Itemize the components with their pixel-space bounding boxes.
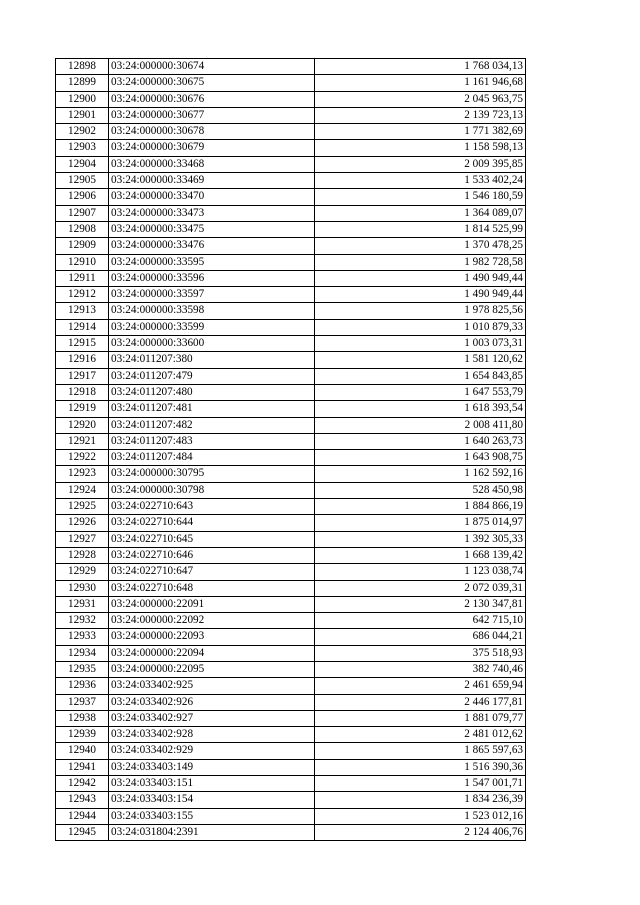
table-row [56,515,526,531]
cadastral-value-cell: 1 978 825,56 [315,303,526,319]
table-row [56,613,526,629]
table-row [56,368,526,384]
cadastral-number-cell: 03:24:022710:646 [109,547,315,563]
cadastral-value-cell: 1 158 598,13 [315,140,526,156]
cadastral-value-cell: 1 814 525,99 [315,221,526,237]
table-row [56,596,526,612]
cadastral-number-cell: 03:24:000000:30795 [109,466,315,482]
table-row [56,319,526,335]
table-row [56,727,526,743]
cadastral-value-cell: 2 072 039,31 [315,580,526,596]
table-row [56,792,526,808]
cadastral-number-cell: 03:24:022710:643 [109,499,315,515]
cadastral-number-cell: 03:24:000000:33597 [109,287,315,303]
table-row [56,824,526,840]
table-row [56,205,526,221]
table-row [56,124,526,140]
cadastral-number-cell: 03:24:031804:2391 [109,824,315,840]
table-row [56,531,526,547]
table-row [56,59,526,75]
row-number-cell: 12920 [56,417,109,433]
row-number-cell: 12903 [56,140,109,156]
cadastral-number-cell: 03:24:011207:483 [109,433,315,449]
cadastral-number-cell: 03:24:000000:22095 [109,661,315,677]
row-number-cell: 12906 [56,189,109,205]
cadastral-value-cell: 2 461 659,94 [315,678,526,694]
table-row [56,694,526,710]
row-number-cell: 12933 [56,629,109,645]
cadastral-number-cell: 03:24:033402:927 [109,710,315,726]
table-row [56,661,526,677]
row-number-cell: 12902 [56,124,109,140]
table-row [56,710,526,726]
row-number-cell: 12901 [56,107,109,123]
cadastral-number-cell: 03:24:000000:33600 [109,336,315,352]
row-number-cell: 12927 [56,531,109,547]
cadastral-number-cell: 03:24:000000:33598 [109,303,315,319]
table-row [56,287,526,303]
row-number-cell: 12917 [56,368,109,384]
cadastral-value-cell: 1 523 012,16 [315,808,526,824]
table-row [56,270,526,286]
cadastral-value-cell: 1 490 949,44 [315,270,526,286]
table-row [56,450,526,466]
cadastral-value-cell: 1 547 001,71 [315,776,526,792]
row-number-cell: 12912 [56,287,109,303]
cadastral-number-cell: 03:24:011207:479 [109,368,315,384]
cadastral-number-cell: 03:24:000000:30678 [109,124,315,140]
row-number-cell: 12934 [56,645,109,661]
cadastral-value-cell: 1 834 236,39 [315,792,526,808]
cadastral-value-cell: 1 654 843,85 [315,368,526,384]
cadastral-number-cell: 03:24:033402:926 [109,694,315,710]
cadastral-value-cell: 528 450,98 [315,482,526,498]
cadastral-value-cell: 1 161 946,68 [315,75,526,91]
cadastral-number-cell: 03:24:000000:33473 [109,205,315,221]
row-number-cell: 12937 [56,694,109,710]
table-row [56,678,526,694]
cadastral-number-cell: 03:24:000000:30674 [109,59,315,75]
row-number-cell: 12900 [56,91,109,107]
table-row [56,107,526,123]
cadastral-number-cell: 03:24:000000:33470 [109,189,315,205]
table-row [56,629,526,645]
table-row [56,776,526,792]
table-row [56,75,526,91]
cadastral-value-cell: 686 044,21 [315,629,526,645]
cadastral-number-cell: 03:24:000000:30679 [109,140,315,156]
row-number-cell: 12941 [56,759,109,775]
cadastral-number-cell: 03:24:033403:155 [109,808,315,824]
table-row [56,482,526,498]
cadastral-number-cell: 03:24:033402:928 [109,727,315,743]
row-number-cell: 12909 [56,238,109,254]
table-row [56,499,526,515]
row-number-cell: 12915 [56,336,109,352]
cadastral-value-cell: 1 516 390,36 [315,759,526,775]
table-row [56,91,526,107]
row-number-cell: 12931 [56,596,109,612]
cadastral-number-cell: 03:24:033403:154 [109,792,315,808]
table-row [56,221,526,237]
cadastral-number-cell: 03:24:022710:647 [109,564,315,580]
cadastral-value-cell: 1 003 073,31 [315,336,526,352]
cadastral-value-cell: 1 010 879,33 [315,319,526,335]
cadastral-number-cell: 03:24:000000:33596 [109,270,315,286]
cadastral-value-cell: 1 881 079,77 [315,710,526,726]
table-row [56,254,526,270]
row-number-cell: 12938 [56,710,109,726]
table-row [56,238,526,254]
table-row [56,645,526,661]
table-row [56,564,526,580]
table-row [56,401,526,417]
row-number-cell: 12940 [56,743,109,759]
cadastral-number-cell: 03:24:011207:484 [109,450,315,466]
cadastral-value-cell: 1 546 180,59 [315,189,526,205]
cadastral-value-cell: 1 392 305,33 [315,531,526,547]
cadastral-value-cell: 1 533 402,24 [315,173,526,189]
table-row [56,580,526,596]
cadastral-number-cell: 03:24:033403:149 [109,759,315,775]
cadastral-number-cell: 03:24:022710:648 [109,580,315,596]
row-number-cell: 12913 [56,303,109,319]
table-row [56,808,526,824]
row-number-cell: 12907 [56,205,109,221]
cadastral-number-cell: 03:24:000000:30798 [109,482,315,498]
cadastral-value-cell: 2 008 411,80 [315,417,526,433]
cadastral-value-cell: 1 647 553,79 [315,384,526,400]
cadastral-value-cell: 2 009 395,85 [315,156,526,172]
table-row [56,547,526,563]
cadastral-value-cell: 1 123 038,74 [315,564,526,580]
cadastral-number-cell: 03:24:000000:22094 [109,645,315,661]
row-number-cell: 12929 [56,564,109,580]
cadastral-value-cell: 1 643 908,75 [315,450,526,466]
cadastral-value-cell: 1 581 120,62 [315,352,526,368]
cadastral-number-cell: 03:24:033403:151 [109,776,315,792]
cadastral-value-cell: 2 045 963,75 [315,91,526,107]
row-number-cell: 12926 [56,515,109,531]
table-row [56,466,526,482]
cadastral-number-cell: 03:24:000000:33599 [109,319,315,335]
cadastral-number-cell: 03:24:000000:33469 [109,173,315,189]
row-number-cell: 12905 [56,173,109,189]
table-row [56,140,526,156]
row-number-cell: 12910 [56,254,109,270]
table-row [56,743,526,759]
cadastral-number-cell: 03:24:022710:645 [109,531,315,547]
cadastral-number-cell: 03:24:011207:480 [109,384,315,400]
row-number-cell: 12935 [56,661,109,677]
row-number-cell: 12904 [56,156,109,172]
cadastral-number-cell: 03:24:000000:33476 [109,238,315,254]
cadastral-number-cell: 03:24:022710:644 [109,515,315,531]
cadastral-value-cell: 1 640 263,73 [315,433,526,449]
cadastral-number-cell: 03:24:000000:30677 [109,107,315,123]
row-number-cell: 12918 [56,384,109,400]
cadastral-number-cell: 03:24:000000:22091 [109,596,315,612]
table-row [56,303,526,319]
row-number-cell: 12911 [56,270,109,286]
row-number-cell: 12939 [56,727,109,743]
cadastral-number-cell: 03:24:000000:22092 [109,613,315,629]
cadastral-value-cell: 2 124 406,76 [315,824,526,840]
table-row [56,384,526,400]
row-number-cell: 12921 [56,433,109,449]
cadastral-number-cell: 03:24:000000:22093 [109,629,315,645]
row-number-cell: 12919 [56,401,109,417]
row-number-cell: 12928 [56,547,109,563]
cadastral-value-cell: 1 370 478,25 [315,238,526,254]
row-number-cell: 12922 [56,450,109,466]
row-number-cell: 12925 [56,499,109,515]
cadastral-number-cell: 03:24:000000:30675 [109,75,315,91]
table-row [56,189,526,205]
cadastral-value-cell: 1 162 592,16 [315,466,526,482]
cadastral-number-cell: 03:24:000000:30676 [109,91,315,107]
cadastral-number-cell: 03:24:033402:929 [109,743,315,759]
cadastral-value-cell: 1 768 034,13 [315,59,526,75]
cadastral-number-cell: 03:24:033402:925 [109,678,315,694]
row-number-cell: 12916 [56,352,109,368]
cadastral-value-cell: 1 618 393,54 [315,401,526,417]
table-row [56,336,526,352]
cadastral-value-cell: 1 364 089,07 [315,205,526,221]
cadastral-value-cell: 382 740,46 [315,661,526,677]
cadastral-number-cell: 03:24:000000:33468 [109,156,315,172]
cadastral-value-cell: 1 884 866,19 [315,499,526,515]
cadastral-value-cell: 2 481 012,62 [315,727,526,743]
row-number-cell: 12942 [56,776,109,792]
row-number-cell: 12898 [56,59,109,75]
row-number-cell: 12944 [56,808,109,824]
cadastral-value-cell: 1 875 014,97 [315,515,526,531]
cadastral-value-cell: 642 715,10 [315,613,526,629]
cadastral-value-cell: 1 771 382,69 [315,124,526,140]
cadastral-value-table [55,58,526,841]
cadastral-number-cell: 03:24:000000:33595 [109,254,315,270]
cadastral-value-cell: 2 139 723,13 [315,107,526,123]
table-row [56,759,526,775]
cadastral-value-cell: 375 518,93 [315,645,526,661]
row-number-cell: 12943 [56,792,109,808]
cadastral-number-cell: 03:24:011207:482 [109,417,315,433]
table-row [56,417,526,433]
row-number-cell: 12924 [56,482,109,498]
row-number-cell: 12899 [56,75,109,91]
cadastral-number-cell: 03:24:011207:481 [109,401,315,417]
cadastral-value-cell: 2 446 177,81 [315,694,526,710]
row-number-cell: 12914 [56,319,109,335]
row-number-cell: 12936 [56,678,109,694]
cadastral-number-cell: 03:24:011207:380 [109,352,315,368]
table-row [56,156,526,172]
row-number-cell: 12930 [56,580,109,596]
cadastral-value-cell: 1 982 728,58 [315,254,526,270]
table-row [56,352,526,368]
table-row [56,173,526,189]
row-number-cell: 12908 [56,221,109,237]
row-number-cell: 12945 [56,824,109,840]
cadastral-value-cell: 2 130 347,81 [315,596,526,612]
row-number-cell: 12932 [56,613,109,629]
table-row [56,433,526,449]
cadastral-value-cell: 1 490 949,44 [315,287,526,303]
cadastral-value-cell: 1 865 597,63 [315,743,526,759]
table-body [56,59,526,841]
cadastral-value-cell: 1 668 139,42 [315,547,526,563]
row-number-cell: 12923 [56,466,109,482]
cadastral-number-cell: 03:24:000000:33475 [109,221,315,237]
